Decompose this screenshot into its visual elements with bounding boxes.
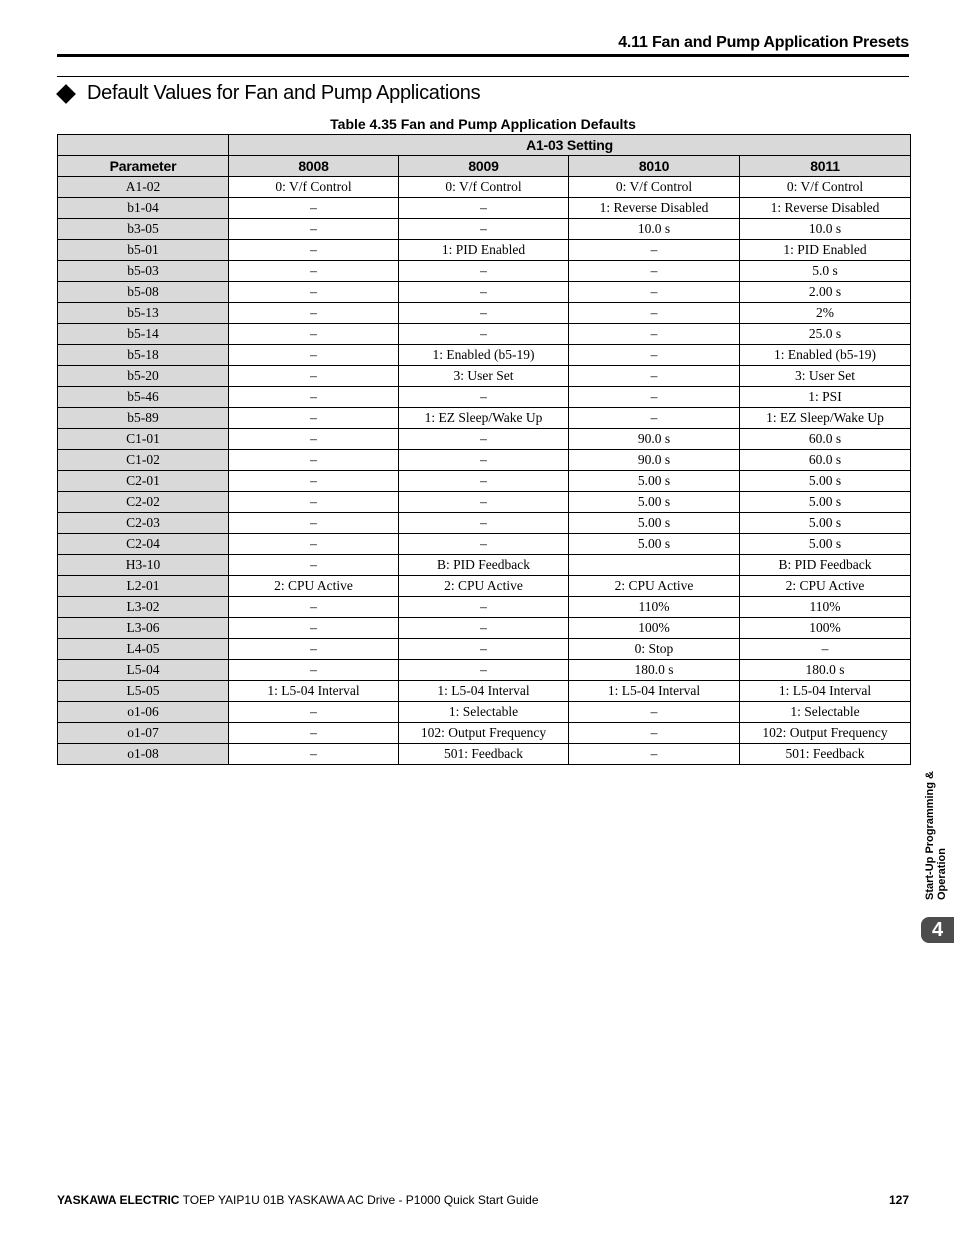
a1-03-setting-header: A1-03 Setting <box>229 135 911 156</box>
parameter-cell: L2-01 <box>58 576 229 597</box>
value-cell-8011: 100% <box>740 618 911 639</box>
value-cell-8009: 501: Feedback <box>399 744 569 765</box>
value-cell-8009: – <box>399 261 569 282</box>
value-cell-8009: – <box>399 282 569 303</box>
column-header-8011: 8011 <box>740 156 911 177</box>
value-cell-8010: 0: Stop <box>569 639 740 660</box>
parameter-cell: b5-46 <box>58 387 229 408</box>
value-cell-8009: – <box>399 513 569 534</box>
table-row <box>58 366 911 387</box>
parameter-cell: o1-07 <box>58 723 229 744</box>
table-row <box>58 282 911 303</box>
value-cell-8008: – <box>229 618 399 639</box>
parameter-cell: b5-08 <box>58 282 229 303</box>
value-cell-8010: – <box>569 240 740 261</box>
value-cell-8009: – <box>399 198 569 219</box>
value-cell-8010: – <box>569 387 740 408</box>
value-cell-8008: – <box>229 366 399 387</box>
value-cell-8008: – <box>229 534 399 555</box>
value-cell-8008: – <box>229 198 399 219</box>
value-cell-8009: – <box>399 597 569 618</box>
value-cell-8010: 100% <box>569 618 740 639</box>
value-cell-8011: 1: PSI <box>740 387 911 408</box>
value-cell-8009: 1: EZ Sleep/Wake Up <box>399 408 569 429</box>
column-header-8009: 8009 <box>399 156 569 177</box>
table-row <box>58 555 911 576</box>
parameter-cell: b5-89 <box>58 408 229 429</box>
value-cell-8011: 102: Output Frequency <box>740 723 911 744</box>
value-cell-8009: 2: CPU Active <box>399 576 569 597</box>
value-cell-8009: 0: V/f Control <box>399 177 569 198</box>
value-cell-8008: 0: V/f Control <box>229 177 399 198</box>
value-cell-8011: 501: Feedback <box>740 744 911 765</box>
table-body <box>58 177 911 765</box>
value-cell-8010: – <box>569 303 740 324</box>
table-row <box>58 597 911 618</box>
parameter-cell: L3-02 <box>58 597 229 618</box>
value-cell-8010: 90.0 s <box>569 450 740 471</box>
value-cell-8008: – <box>229 261 399 282</box>
value-cell-8011: 1: Selectable <box>740 702 911 723</box>
parameter-cell: b5-18 <box>58 345 229 366</box>
value-cell-8010: – <box>569 366 740 387</box>
value-cell-8011: 1: Reverse Disabled <box>740 198 911 219</box>
table-row <box>58 429 911 450</box>
table-row <box>58 303 911 324</box>
value-cell-8011: 1: PID Enabled <box>740 240 911 261</box>
value-cell-8009: 1: Enabled (b5-19) <box>399 345 569 366</box>
value-cell-8009: – <box>399 219 569 240</box>
table-row <box>58 513 911 534</box>
parameter-cell: L3-06 <box>58 618 229 639</box>
parameter-cell: o1-08 <box>58 744 229 765</box>
value-cell-8011: 5.00 s <box>740 471 911 492</box>
value-cell-8008: – <box>229 387 399 408</box>
value-cell-8010: 90.0 s <box>569 429 740 450</box>
table-row <box>58 177 911 198</box>
table-row <box>58 345 911 366</box>
footer-doc-title: TOEP YAIP1U 01B YASKAWA AC Drive - P1000 Quick Start Guide <box>179 1193 539 1207</box>
value-cell-8010: – <box>569 723 740 744</box>
value-cell-8009: – <box>399 450 569 471</box>
section-heading <box>57 82 480 105</box>
value-cell-8009: – <box>399 618 569 639</box>
value-cell-8008: – <box>229 219 399 240</box>
value-cell-8010: 5.00 s <box>569 492 740 513</box>
value-cell-8011: 180.0 s <box>740 660 911 681</box>
parameter-cell: C1-02 <box>58 450 229 471</box>
value-cell-8008: – <box>229 702 399 723</box>
value-cell-8008: – <box>229 303 399 324</box>
table-row <box>58 660 911 681</box>
table-column-header-row <box>58 156 911 177</box>
parameter-cell: b5-01 <box>58 240 229 261</box>
value-cell-8008: – <box>229 345 399 366</box>
value-cell-8008: – <box>229 660 399 681</box>
value-cell-8009: – <box>399 492 569 513</box>
value-cell-8010: – <box>569 282 740 303</box>
value-cell-8011: 5.00 s <box>740 513 911 534</box>
value-cell-8008: – <box>229 240 399 261</box>
value-cell-8009: – <box>399 387 569 408</box>
table-row <box>58 219 911 240</box>
table-row <box>58 471 911 492</box>
table-row <box>58 744 911 765</box>
value-cell-8011: 1: Enabled (b5-19) <box>740 345 911 366</box>
value-cell-8009: – <box>399 471 569 492</box>
value-cell-8011: 5.00 s <box>740 534 911 555</box>
value-cell-8009: – <box>399 429 569 450</box>
parameter-cell: b5-14 <box>58 324 229 345</box>
table-corner-cell <box>58 135 229 156</box>
value-cell-8010: 10.0 s <box>569 219 740 240</box>
value-cell-8008: 2: CPU Active <box>229 576 399 597</box>
value-cell-8011: 10.0 s <box>740 219 911 240</box>
diamond-bullet-icon <box>56 84 76 104</box>
value-cell-8011: 110% <box>740 597 911 618</box>
parameter-cell: b3-05 <box>58 219 229 240</box>
value-cell-8011: 2.00 s <box>740 282 911 303</box>
value-cell-8010: – <box>569 324 740 345</box>
table-row <box>58 534 911 555</box>
table-row <box>58 723 911 744</box>
value-cell-8010 <box>569 555 740 576</box>
table-row <box>58 576 911 597</box>
table-row <box>58 198 911 219</box>
footer-doc-info <box>57 1193 539 1207</box>
value-cell-8009: – <box>399 534 569 555</box>
value-cell-8011: 5.00 s <box>740 492 911 513</box>
value-cell-8008: – <box>229 450 399 471</box>
parameter-cell: A1-02 <box>58 177 229 198</box>
value-cell-8010: 5.00 s <box>569 513 740 534</box>
value-cell-8011: 25.0 s <box>740 324 911 345</box>
value-cell-8008: – <box>229 471 399 492</box>
value-cell-8010: 5.00 s <box>569 534 740 555</box>
value-cell-8011: B: PID Feedback <box>740 555 911 576</box>
value-cell-8011: 0: V/f Control <box>740 177 911 198</box>
value-cell-8008: – <box>229 723 399 744</box>
value-cell-8011: 1: EZ Sleep/Wake Up <box>740 408 911 429</box>
header-rule-thin <box>57 76 909 77</box>
running-header-title: 4.11 Fan and Pump Application Presets <box>618 34 909 51</box>
defaults-table <box>57 134 911 765</box>
value-cell-8009: – <box>399 660 569 681</box>
table-row <box>58 261 911 282</box>
value-cell-8010: – <box>569 702 740 723</box>
value-cell-8008: – <box>229 597 399 618</box>
value-cell-8011: 60.0 s <box>740 450 911 471</box>
table-row <box>58 240 911 261</box>
parameter-cell: b5-13 <box>58 303 229 324</box>
value-cell-8010: 1: Reverse Disabled <box>569 198 740 219</box>
value-cell-8011: 2: CPU Active <box>740 576 911 597</box>
chapter-side-tab-label <box>924 770 948 900</box>
value-cell-8008: – <box>229 282 399 303</box>
value-cell-8011: 3: User Set <box>740 366 911 387</box>
parameter-cell: b1-04 <box>58 198 229 219</box>
table-group-header-row <box>58 135 911 156</box>
column-header-8008: 8008 <box>229 156 399 177</box>
table-row <box>58 408 911 429</box>
chapter-number-badge: 4 <box>921 917 954 943</box>
parameter-cell: C2-04 <box>58 534 229 555</box>
parameter-cell: o1-06 <box>58 702 229 723</box>
value-cell-8008: – <box>229 408 399 429</box>
parameter-cell: L4-05 <box>58 639 229 660</box>
table-row <box>58 324 911 345</box>
header-rule-thick <box>57 54 909 57</box>
parameter-cell: b5-20 <box>58 366 229 387</box>
value-cell-8010: 2: CPU Active <box>569 576 740 597</box>
value-cell-8010: 0: V/f Control <box>569 177 740 198</box>
parameter-cell: C1-01 <box>58 429 229 450</box>
value-cell-8008: – <box>229 555 399 576</box>
parameter-column-header: Parameter <box>58 156 229 177</box>
value-cell-8010: – <box>569 408 740 429</box>
table-row <box>58 618 911 639</box>
value-cell-8011: – <box>740 639 911 660</box>
value-cell-8010: 1: L5-04 Interval <box>569 681 740 702</box>
table-row <box>58 702 911 723</box>
value-cell-8008: – <box>229 639 399 660</box>
value-cell-8011: 2% <box>740 303 911 324</box>
value-cell-8010: 5.00 s <box>569 471 740 492</box>
table-row <box>58 387 911 408</box>
parameter-cell: H3-10 <box>58 555 229 576</box>
value-cell-8009: 102: Output Frequency <box>399 723 569 744</box>
value-cell-8008: – <box>229 324 399 345</box>
table-caption: Table 4.35 Fan and Pump Application Defaults <box>330 116 636 132</box>
footer-brand: YASKAWA ELECTRIC <box>57 1193 180 1207</box>
value-cell-8009: 3: User Set <box>399 366 569 387</box>
value-cell-8009: 1: L5-04 Interval <box>399 681 569 702</box>
value-cell-8011: 1: L5-04 Interval <box>740 681 911 702</box>
parameter-cell: b5-03 <box>58 261 229 282</box>
value-cell-8011: 5.0 s <box>740 261 911 282</box>
table-row <box>58 639 911 660</box>
value-cell-8009: – <box>399 324 569 345</box>
value-cell-8010: 110% <box>569 597 740 618</box>
value-cell-8008: 1: L5-04 Interval <box>229 681 399 702</box>
value-cell-8010: – <box>569 261 740 282</box>
parameter-cell: C2-01 <box>58 471 229 492</box>
value-cell-8010: – <box>569 744 740 765</box>
value-cell-8009: – <box>399 639 569 660</box>
page-number: 127 <box>888 1193 909 1207</box>
value-cell-8009: 1: Selectable <box>399 702 569 723</box>
parameter-cell: L5-04 <box>58 660 229 681</box>
value-cell-8008: – <box>229 429 399 450</box>
value-cell-8010: 180.0 s <box>569 660 740 681</box>
value-cell-8010: – <box>569 345 740 366</box>
value-cell-8009: 1: PID Enabled <box>399 240 569 261</box>
value-cell-8011: 60.0 s <box>740 429 911 450</box>
table-row <box>58 492 911 513</box>
value-cell-8009: B: PID Feedback <box>399 555 569 576</box>
column-header-8010: 8010 <box>569 156 740 177</box>
value-cell-8009: – <box>399 303 569 324</box>
side-tab-line-1: Start-Up Programming & <box>924 771 936 900</box>
section-heading-text: Default Values for Fan and Pump Applications <box>87 82 481 104</box>
parameter-cell: C2-02 <box>58 492 229 513</box>
table-row <box>58 681 911 702</box>
side-tab-line-2: Operation <box>936 848 948 900</box>
table-row <box>58 450 911 471</box>
parameter-cell: L5-05 <box>58 681 229 702</box>
value-cell-8008: – <box>229 492 399 513</box>
value-cell-8008: – <box>229 513 399 534</box>
value-cell-8008: – <box>229 744 399 765</box>
parameter-cell: C2-03 <box>58 513 229 534</box>
